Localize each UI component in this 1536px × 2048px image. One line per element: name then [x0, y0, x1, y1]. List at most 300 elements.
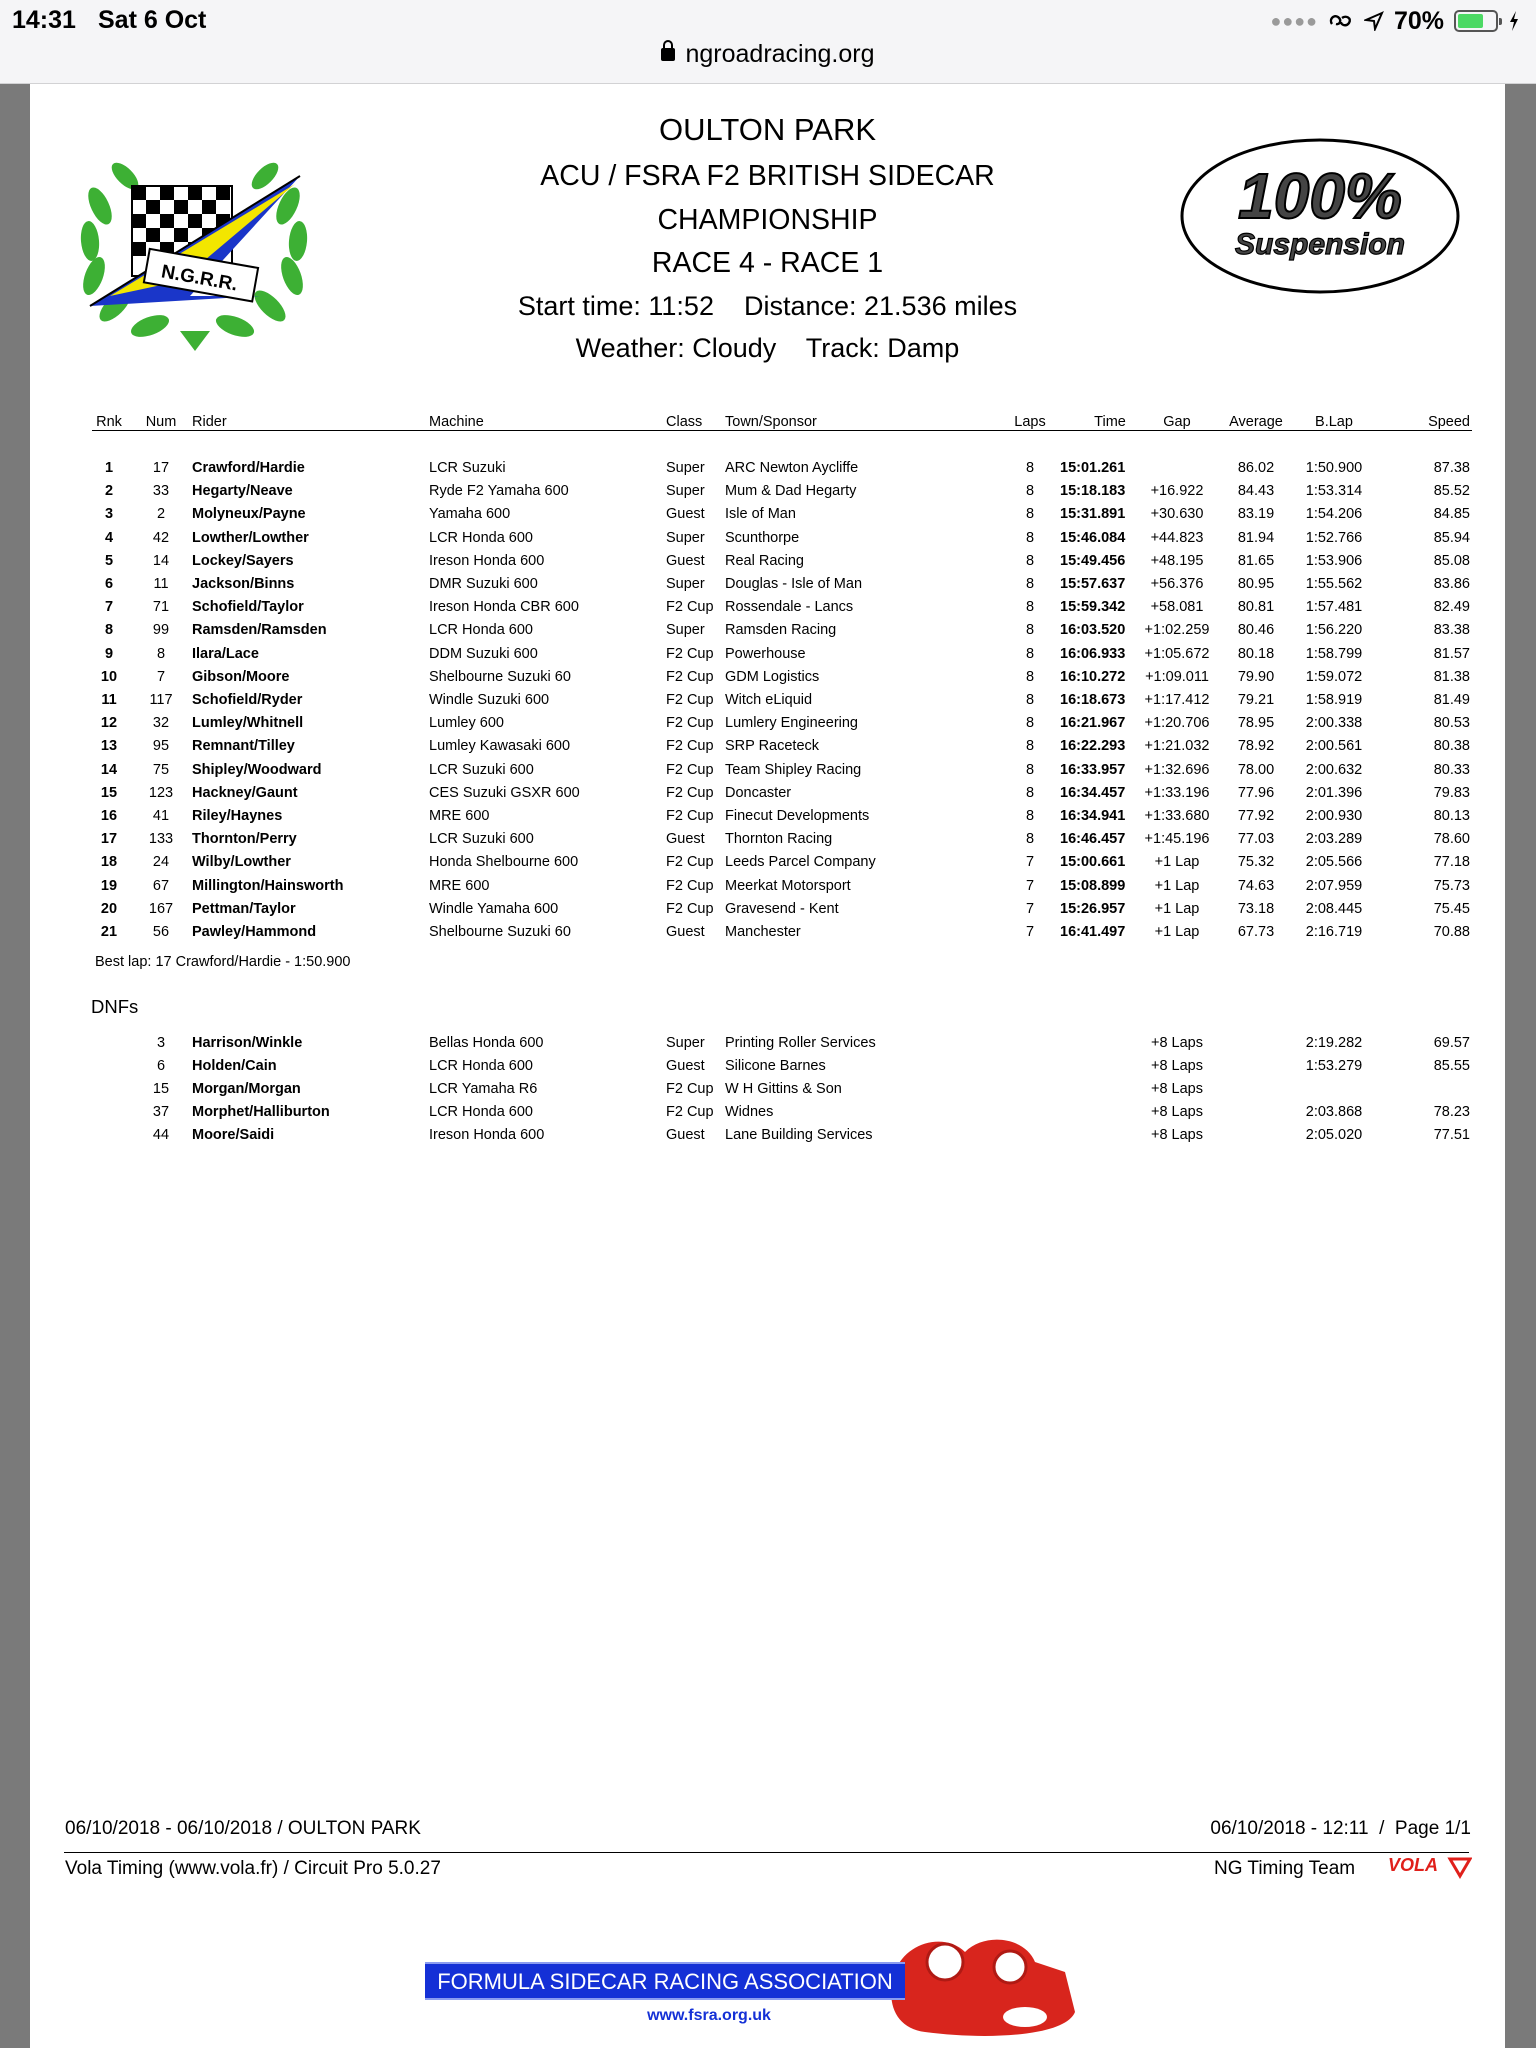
- cell-average: 74.63: [1237, 877, 1275, 894]
- dnf-cell-number: 3: [156, 1035, 166, 1051]
- dnf-cell-number: 44: [152, 1127, 170, 1143]
- cell-time: 16:46.457: [1060, 831, 1126, 848]
- cell-machine: Windle Suzuki 600: [429, 692, 550, 708]
- cell-gap: +1 Lap: [1154, 877, 1200, 894]
- cell-rank: 10: [100, 668, 118, 685]
- cell-rider: Riley/Haynes: [192, 808, 283, 824]
- cell-machine: Ireson Honda 600: [429, 552, 545, 569]
- cell-machine: Shelbourne Suzuki 60: [429, 668, 571, 685]
- footer-team: NG Timing Team: [1214, 1858, 1356, 1879]
- cell-gap: +58.081: [1150, 599, 1204, 616]
- cell-laps: 8: [1025, 622, 1035, 639]
- cell-best-lap: 1:57.481: [1305, 599, 1363, 616]
- column-header-gap: Gap: [1163, 414, 1191, 430]
- dnf-cell-best-lap: 2:05.020: [1305, 1127, 1363, 1143]
- cell-time: 16:10.272: [1060, 668, 1126, 685]
- cell-sponsor: Rossendale - Lancs: [725, 599, 854, 616]
- do-not-disturb-loop-icon: [1328, 10, 1354, 32]
- dnf-cell-sponsor: W H Gittins & Son: [725, 1081, 842, 1097]
- cell-speed: 75.45: [1433, 900, 1470, 917]
- cell-rider: Pettman/Taylor: [192, 900, 296, 917]
- cell-laps: 8: [1025, 483, 1035, 500]
- table-row: [30, 576, 1505, 596]
- cell-laps: 8: [1025, 599, 1035, 616]
- dnf-cell-machine: LCR Honda 600: [429, 1104, 533, 1120]
- cell-time: 16:21.967: [1060, 715, 1126, 732]
- cell-time: 15:18.183: [1060, 483, 1126, 500]
- table-row: [30, 692, 1505, 712]
- cell-number: 71: [152, 599, 170, 616]
- cell-class: F2 Cup: [666, 808, 714, 824]
- cell-gap: +1:32.696: [1144, 761, 1210, 778]
- table-row: [30, 785, 1505, 805]
- cell-best-lap: 2:07.959: [1305, 877, 1363, 894]
- cell-rider: Ramsden/Ramsden: [192, 622, 327, 639]
- cell-average: 67.73: [1237, 924, 1275, 940]
- cell-best-lap: 1:58.919: [1305, 692, 1363, 708]
- table-row: [30, 669, 1505, 689]
- cell-sponsor: Gravesend - Kent: [725, 900, 839, 917]
- cell-gap: +1:17.412: [1144, 692, 1210, 708]
- column-header-sponsor: Town/Sponsor: [725, 414, 817, 430]
- cell-class: F2 Cup: [666, 599, 714, 616]
- battery-level: [1458, 14, 1483, 28]
- cell-machine: Shelbourne Suzuki 60: [429, 924, 571, 940]
- multitasking-dots-icon: ●●●●: [1270, 10, 1318, 31]
- cell-laps: 8: [1025, 576, 1035, 592]
- cell-sponsor: Scunthorpe: [725, 529, 800, 546]
- cell-average: 81.65: [1237, 552, 1275, 569]
- cell-rank: 17: [100, 831, 118, 848]
- dnf-cell-sponsor: Printing Roller Services: [725, 1035, 876, 1051]
- cell-rider: Millington/Hainsworth: [192, 877, 344, 894]
- table-row: [30, 483, 1505, 503]
- battery-icon: [1454, 10, 1498, 32]
- cell-class: F2 Cup: [666, 877, 714, 894]
- dnf-cell-number: 6: [156, 1058, 166, 1074]
- cell-average: 80.18: [1237, 645, 1275, 662]
- cell-best-lap: 1:50.900: [1305, 460, 1363, 476]
- cell-speed: 82.49: [1433, 599, 1470, 616]
- cell-best-lap: 2:00.632: [1305, 761, 1363, 778]
- cell-rider: Schofield/Taylor: [192, 599, 304, 616]
- cell-sponsor: Meerkat Motorsport: [725, 877, 851, 894]
- address-bar[interactable]: [0, 40, 1536, 69]
- cell-laps: 8: [1025, 761, 1035, 778]
- cell-gap: +1:33.680: [1144, 808, 1210, 824]
- cell-sponsor: Powerhouse: [725, 645, 806, 662]
- column-header-average: Average: [1229, 414, 1283, 430]
- cell-rider: Pawley/Hammond: [192, 924, 317, 940]
- dnf-cell-machine: LCR Honda 600: [429, 1058, 533, 1074]
- cell-number: 56: [152, 924, 170, 940]
- cell-class: Super: [666, 529, 705, 546]
- table-row: [30, 646, 1505, 666]
- column-header-best-lap: B.Lap: [1315, 414, 1353, 430]
- cell-class: F2 Cup: [666, 854, 714, 871]
- cell-rider: Shipley/Woodward: [192, 761, 322, 778]
- table-row: [30, 924, 1505, 944]
- suspension-logo-100: 100%: [1238, 160, 1402, 232]
- cell-machine: MRE 600: [429, 808, 490, 824]
- cell-rank: 9: [104, 645, 114, 662]
- cell-laps: 8: [1025, 506, 1035, 523]
- cell-laps: 8: [1025, 784, 1035, 801]
- cell-time: 16:33.957: [1060, 761, 1126, 778]
- column-header-machine: Machine: [429, 414, 484, 430]
- cell-average: 78.92: [1237, 738, 1275, 755]
- cell-rank: 7: [104, 599, 114, 616]
- cell-laps: 7: [1025, 900, 1035, 917]
- cell-rank: 5: [104, 552, 114, 569]
- cell-speed: 83.86: [1433, 576, 1470, 592]
- cell-speed: 85.94: [1433, 529, 1470, 546]
- cell-speed: 81.49: [1433, 692, 1470, 708]
- table-row: [30, 854, 1505, 874]
- cell-rank: 6: [104, 576, 114, 592]
- cell-class: Guest: [666, 831, 705, 848]
- dnf-cell-number: 37: [152, 1104, 170, 1120]
- cell-laps: 8: [1025, 715, 1035, 732]
- cell-class: Super: [666, 483, 705, 500]
- cell-class: Guest: [666, 552, 705, 569]
- start-distance: Start time: 11:52 Distance: 21.536 miles: [517, 291, 1018, 321]
- cell-number: 67: [152, 877, 170, 894]
- cell-rank: 4: [104, 529, 114, 546]
- cell-number: 8: [156, 645, 166, 662]
- cell-machine: Lumley Kawasaki 600: [429, 738, 571, 755]
- table-row: [30, 530, 1505, 550]
- cell-sponsor: Ramsden Racing: [725, 622, 837, 639]
- cell-time: 16:22.293: [1060, 738, 1126, 755]
- column-header-speed: Speed: [1428, 414, 1470, 430]
- cell-speed: 78.60: [1433, 831, 1470, 848]
- cell-sponsor: Leeds Parcel Company: [725, 854, 876, 871]
- cell-time: 15:00.661: [1060, 854, 1126, 871]
- cell-number: 24: [152, 854, 170, 871]
- cell-speed: 81.38: [1433, 668, 1470, 685]
- cell-gap: +16.922: [1150, 483, 1204, 500]
- cell-time: 15:57.637: [1060, 576, 1126, 592]
- table-row: [30, 553, 1505, 573]
- cell-speed: 70.88: [1433, 924, 1470, 940]
- cell-class: F2 Cup: [666, 738, 714, 755]
- cell-best-lap: 2:05.566: [1305, 854, 1363, 871]
- cell-sponsor: Real Racing: [725, 552, 804, 569]
- cell-rider: Hackney/Gaunt: [192, 784, 298, 801]
- cell-class: F2 Cup: [666, 645, 714, 662]
- cell-best-lap: 1:53.314: [1305, 483, 1363, 500]
- footer-divider: [64, 1852, 1469, 1853]
- cell-machine: MRE 600: [429, 877, 490, 894]
- cell-gap: +44.823: [1150, 529, 1204, 546]
- cell-time: 15:31.891: [1060, 506, 1126, 523]
- cell-rank: 8: [104, 622, 114, 639]
- best-lap-note: Best lap: 17 Crawford/Hardie - 1:50.900: [95, 954, 351, 970]
- cell-number: 17: [152, 460, 170, 476]
- cell-number: 117: [149, 692, 173, 708]
- cell-machine: LCR Suzuki: [429, 460, 506, 476]
- cell-average: 80.46: [1237, 622, 1275, 639]
- venue-title: OULTON PARK: [658, 112, 877, 147]
- table-row: [30, 738, 1505, 758]
- cell-number: 33: [152, 483, 170, 500]
- cell-speed: 80.38: [1433, 738, 1470, 755]
- cell-rider: Hegarty/Neave: [192, 483, 293, 500]
- cell-gap: +1:33.196: [1144, 784, 1210, 801]
- dnf-cell-rider: Holden/Cain: [192, 1058, 277, 1074]
- cell-time: 16:18.673: [1060, 692, 1126, 708]
- cell-number: 99: [152, 622, 170, 639]
- cell-laps: 7: [1025, 877, 1035, 894]
- lock-icon: [661, 48, 675, 61]
- dnf-cell-class: F2 Cup: [666, 1081, 714, 1097]
- cell-sponsor: Doncaster: [725, 784, 792, 801]
- dnf-row: [30, 1081, 1505, 1101]
- cell-time: 16:34.457: [1060, 784, 1126, 801]
- cell-average: 78.95: [1237, 715, 1275, 732]
- dnf-cell-speed: 77.51: [1433, 1127, 1470, 1143]
- dnf-cell-gap: +8 Laps: [1150, 1081, 1203, 1097]
- dnf-cell-class: Super: [666, 1035, 705, 1051]
- cell-machine: LCR Honda 600: [429, 529, 533, 546]
- cell-average: 75.32: [1237, 854, 1275, 871]
- column-header-laps: Laps: [1014, 414, 1046, 430]
- cell-rider: Jackson/Binns: [192, 576, 295, 592]
- cell-rider: Gibson/Moore: [192, 668, 290, 685]
- dnf-row: [30, 1127, 1505, 1147]
- cell-best-lap: 2:00.561: [1305, 738, 1363, 755]
- cell-sponsor: Finecut Developments: [725, 808, 870, 824]
- cell-number: 32: [152, 715, 170, 732]
- cell-rank: 19: [100, 877, 118, 894]
- cell-rank: 2: [104, 483, 114, 500]
- cell-sponsor: Team Shipley Racing: [725, 761, 862, 778]
- dnf-cell-machine: LCR Yamaha R6: [429, 1081, 538, 1097]
- table-row: [30, 901, 1505, 921]
- cell-number: 95: [152, 738, 170, 755]
- cell-best-lap: 1:53.906: [1305, 552, 1363, 569]
- column-header-rank: Rnk: [96, 414, 122, 430]
- cell-laps: 8: [1025, 668, 1035, 685]
- cell-rider: Crawford/Hardie: [192, 460, 305, 476]
- race-title: RACE 4 - RACE 1: [651, 247, 884, 279]
- cell-average: 80.95: [1237, 576, 1275, 592]
- cell-machine: CES Suzuki GSXR 600: [429, 784, 580, 801]
- dnf-cell-sponsor: Silicone Barnes: [725, 1058, 826, 1074]
- cell-sponsor: Isle of Man: [725, 506, 796, 523]
- cell-gap: +1:21.032: [1144, 738, 1210, 755]
- cell-laps: 8: [1025, 808, 1035, 824]
- cell-rider: Molyneux/Payne: [192, 506, 306, 523]
- cell-number: 167: [148, 900, 174, 917]
- header-divider: [92, 430, 1472, 431]
- table-row: [30, 808, 1505, 828]
- cell-class: F2 Cup: [666, 668, 714, 685]
- cell-average: 83.19: [1237, 506, 1275, 523]
- location-arrow-icon: [1364, 11, 1384, 31]
- cell-class: Super: [666, 460, 705, 476]
- cell-machine: DDM Suzuki 600: [429, 645, 538, 662]
- charging-bolt-icon: [1508, 10, 1520, 32]
- cell-class: F2 Cup: [666, 784, 714, 801]
- cell-speed: 77.18: [1433, 854, 1470, 871]
- dnf-row: [30, 1058, 1505, 1078]
- cell-average: 80.81: [1237, 599, 1275, 616]
- cell-average: 73.18: [1237, 900, 1275, 917]
- footer-page-info: 06/10/2018 - 12:11 / Page 1/1: [1210, 1818, 1471, 1839]
- table-row: [30, 831, 1505, 851]
- cell-laps: 8: [1025, 460, 1035, 476]
- cell-gap: +1:09.011: [1145, 668, 1209, 685]
- cell-machine: DMR Suzuki 600: [429, 576, 538, 592]
- cell-sponsor: Witch eLiquid: [725, 692, 813, 708]
- cell-sponsor: Thornton Racing: [725, 831, 833, 848]
- cell-best-lap: 1:54.206: [1305, 506, 1363, 523]
- cell-best-lap: 1:58.799: [1305, 645, 1363, 662]
- cell-best-lap: 2:01.396: [1305, 784, 1363, 801]
- table-row: [30, 715, 1505, 735]
- cell-rank: 15: [100, 784, 118, 801]
- fsra-logo: [425, 1922, 1125, 2048]
- table-row: [30, 878, 1505, 898]
- table-row: [30, 762, 1505, 782]
- championship-title-line1: ACU / FSRA F2 BRITISH SIDECAR: [540, 160, 995, 192]
- cell-average: 77.96: [1237, 784, 1275, 801]
- results-document: [30, 84, 1505, 2048]
- cell-rider: Lockey/Sayers: [192, 552, 294, 569]
- cell-number: 7: [156, 668, 166, 685]
- dnf-cell-class: Guest: [666, 1058, 705, 1074]
- cell-rank: 11: [101, 692, 117, 708]
- dnf-cell-gap: +8 Laps: [1150, 1058, 1203, 1074]
- cell-number: 133: [148, 831, 174, 848]
- cell-sponsor: GDM Logistics: [725, 668, 820, 685]
- dnf-cell-sponsor: Widnes: [725, 1104, 774, 1120]
- cell-class: F2 Cup: [666, 761, 714, 778]
- cell-class: Super: [666, 622, 705, 639]
- cell-machine: Ireson Honda CBR 600: [429, 599, 579, 616]
- cell-gap: +56.376: [1150, 576, 1204, 592]
- cell-sponsor: Douglas - Isle of Man: [725, 576, 863, 592]
- dnf-cell-rider: Morphet/Halliburton: [192, 1104, 330, 1120]
- cell-gap: +1:02.259: [1144, 622, 1210, 639]
- cell-number: 75: [152, 761, 170, 778]
- cell-best-lap: 1:52.766: [1305, 529, 1363, 546]
- cell-time: 15:49.456: [1060, 552, 1126, 569]
- cell-average: 77.92: [1237, 808, 1275, 824]
- cell-rank: 13: [100, 738, 118, 755]
- dnf-cell-gap: +8 Laps: [1150, 1104, 1203, 1120]
- fsra-banner-text: FORMULA SIDECAR RACING ASSOCIATION: [437, 1969, 893, 1994]
- url-text: ngroadracing.org: [685, 40, 875, 68]
- cell-sponsor: ARC Newton Aycliffe: [725, 460, 859, 476]
- cell-class: F2 Cup: [666, 692, 714, 708]
- cell-average: 78.00: [1237, 761, 1275, 778]
- cell-rider: Ilara/Lace: [192, 645, 259, 662]
- cell-time: 15:46.084: [1060, 529, 1126, 546]
- cell-class: F2 Cup: [666, 900, 714, 917]
- cell-rider: Thornton/Perry: [192, 831, 297, 848]
- cell-speed: 75.73: [1433, 877, 1470, 894]
- cell-time: 15:01.261: [1060, 460, 1126, 476]
- cell-sponsor: Manchester: [725, 924, 801, 940]
- dnf-cell-gap: +8 Laps: [1150, 1127, 1203, 1143]
- cell-gap: +48.195: [1150, 552, 1204, 569]
- column-header-number: Num: [145, 414, 177, 430]
- cell-best-lap: 2:08.445: [1305, 900, 1363, 917]
- cell-speed: 79.83: [1433, 784, 1470, 801]
- fsra-url: www.fsra.org.uk: [647, 2007, 771, 2024]
- cell-time: 16:06.933: [1060, 645, 1126, 662]
- cell-rider: Lowther/Lowther: [192, 529, 309, 546]
- footer-date-venue: 06/10/2018 - 06/10/2018 / OULTON PARK: [65, 1818, 421, 1839]
- cell-laps: 8: [1025, 692, 1035, 708]
- cell-gap: +1:05.672: [1144, 645, 1210, 662]
- cell-time: 16:41.497: [1060, 924, 1126, 940]
- cell-time: 16:34.941: [1060, 808, 1126, 824]
- cell-speed: 87.38: [1433, 460, 1470, 476]
- dnf-cell-machine: Bellas Honda 600: [429, 1035, 544, 1051]
- cell-rank: 16: [100, 808, 118, 824]
- cell-class: Guest: [666, 924, 705, 940]
- status-date: Sat 6 Oct: [98, 6, 207, 34]
- cell-rank: 1: [104, 460, 114, 476]
- cell-machine: Windle Yamaha 600: [429, 900, 559, 917]
- dnf-cell-machine: Ireson Honda 600: [429, 1127, 545, 1143]
- cell-gap: +1:45.196: [1144, 831, 1210, 848]
- cell-machine: Honda Shelbourne 600: [429, 854, 579, 871]
- cell-average: 84.43: [1237, 483, 1275, 500]
- cell-laps: 8: [1025, 552, 1035, 569]
- status-bar: [0, 0, 1536, 84]
- dnf-row: [30, 1035, 1505, 1055]
- cell-machine: Ryde F2 Yamaha 600: [429, 483, 569, 500]
- cell-average: 79.21: [1237, 692, 1275, 708]
- table-row: [30, 622, 1505, 642]
- cell-gap: +1 Lap: [1154, 900, 1200, 917]
- status-icons: [1270, 6, 1520, 36]
- cell-speed: 80.53: [1433, 715, 1470, 732]
- cell-sponsor: SRP Raceteck: [725, 738, 820, 755]
- cell-time: 16:03.520: [1060, 622, 1126, 639]
- dnf-cell-best-lap: 2:19.282: [1305, 1035, 1363, 1051]
- dnf-cell-rider: Morgan/Morgan: [192, 1081, 301, 1097]
- cell-best-lap: 1:59.072: [1305, 668, 1363, 685]
- cell-laps: 8: [1025, 645, 1035, 662]
- cell-class: Guest: [666, 506, 705, 523]
- dnf-cell-speed: 69.57: [1433, 1035, 1470, 1051]
- cell-rank: 14: [100, 761, 118, 778]
- cell-machine: Yamaha 600: [429, 506, 511, 523]
- cell-time: 15:08.899: [1060, 877, 1126, 894]
- dnf-cell-rider: Harrison/Winkle: [192, 1035, 303, 1051]
- cell-number: 2: [156, 506, 166, 523]
- cell-average: 79.90: [1237, 668, 1275, 685]
- vola-logo-text: VOLA: [1388, 1855, 1439, 1875]
- cell-speed: 83.38: [1433, 622, 1470, 639]
- dnf-section-title: DNFs: [91, 996, 139, 1017]
- cell-number: 42: [152, 529, 170, 546]
- dnf-row: [30, 1104, 1505, 1124]
- table-row: [30, 460, 1505, 480]
- cell-rider: Remnant/Tilley: [192, 738, 295, 755]
- cell-best-lap: 1:55.562: [1305, 576, 1363, 592]
- cell-speed: 80.13: [1433, 808, 1470, 824]
- table-header: [30, 414, 1505, 434]
- cell-number: 14: [152, 552, 170, 569]
- dnf-cell-speed: 85.55: [1433, 1058, 1470, 1074]
